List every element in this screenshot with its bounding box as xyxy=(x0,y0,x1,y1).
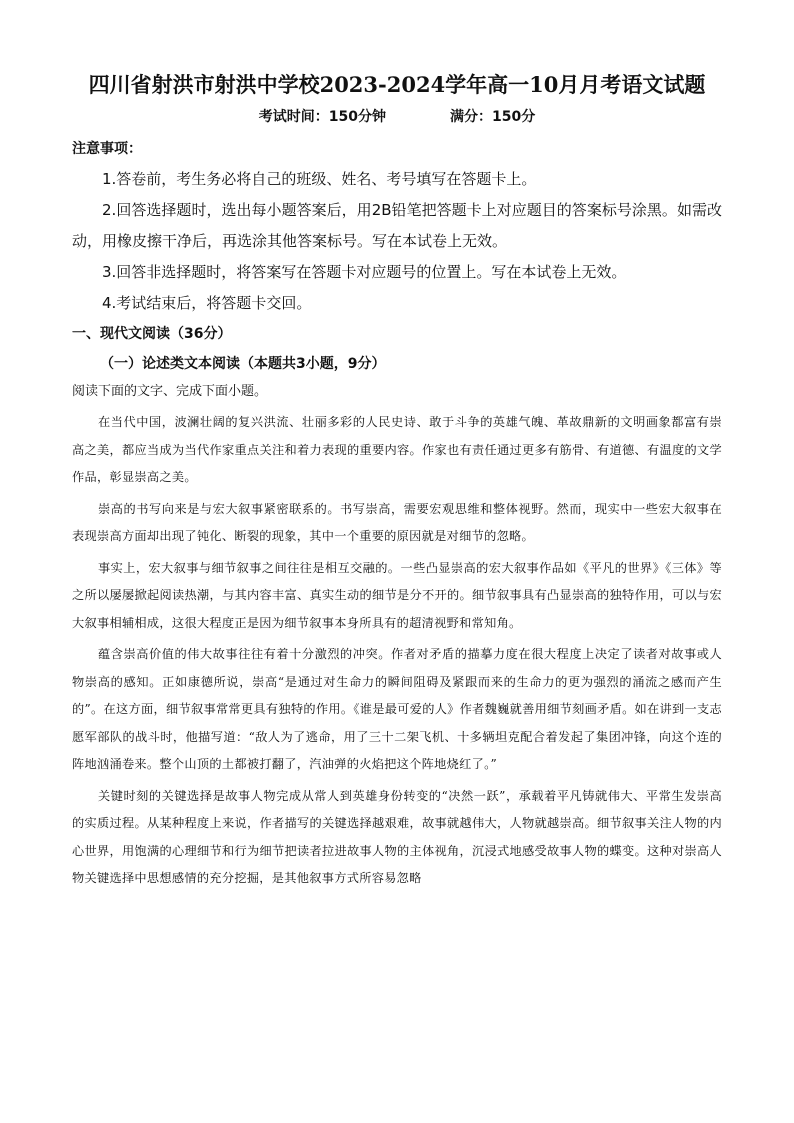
notice-item: 4.考试结束后，将答题卡交回。 xyxy=(102,294,312,312)
reading-paragraph: 崇高的书写向来是与宏大叙事紧密联系的。书写崇高，需要宏观思维和整体视野。然而，现实中一些宏大叙事在表现崇高方面却出现了钝化、断裂的现象，其中一个重要的原因就是对细节的忽略。 xyxy=(72,501,722,543)
section-heading: 一、现代文阅读（36分） xyxy=(72,326,232,342)
full-score: 满分：150分 xyxy=(450,109,536,125)
notice-item: 1.答卷前，考生务必将自己的班级、姓名、考号填写在答题卡上。 xyxy=(102,170,537,188)
reading-paragraph: 关键时刻的关键选择是故事人物完成从常人到英雄身份转变的“决然一跃”，承载着平凡铸就伟大、平常生发崇高的实质过程。从某种程度上来说，作者描写的关键选择越艰难，故事就越伟大，人物就越崇高。细节叙事关注人物的内心世界，用饱满的心理细节和行为细节把读者拉进故事人物的主体视角，沉浸式地感受故事人物的蝶变。这种对崇高人物关键选择中思想感情的充分挖掘，是其他叙事方式所容易忽略 xyxy=(72,788,722,885)
reading-paragraph: 在当代中国，波澜壮阔的复兴洪流、壮丽多彩的人民史诗、敢于斗争的英雄气魄、革故鼎新的文明画象都富有崇高之美，都应当成为当代作家重点关注和着力表现的重要内容。作家也有责任通过更多有筋骨、有道德、有温度的文学作品，彰显崇高之美。 xyxy=(72,415,722,484)
notice-heading: 注意事项： xyxy=(72,141,142,157)
exam-time: 考试时间：150分钟 xyxy=(258,109,386,125)
notice-item: 2.回答选择题时，选出每小题答案后，用2B铅笔把答题卡上对应题目的答案标号涂黑。如需改动，用橡皮擦干净后，再选涂其他答案标号。写在本试卷上无效。 xyxy=(72,201,722,250)
notice-list xyxy=(72,164,722,319)
section-subheading: （一）论述类文本阅读（本题共3小题，9分） xyxy=(100,356,386,372)
reading-paragraph: 蕴含崇高价值的伟大故事往往有着十分激烈的冲突。作者对矛盾的描摹力度在很大程度上决定了读者对故事或人物崇高的感知。正如康德所说，崇高“是通过对生命力的瞬间阻碍及紧跟而来的生命力的更为强烈的涌流之感而产生的”。在这方面，细节叙事常常更具有独特的作用。《谁是最可爱的人》作者魏巍就善用细节刻画矛盾。如在讲到一支志愿军部队的战斗时，他描写道：“敌人为了逃命，用了三十二架飞机、十多辆坦克配合着发起了集团冲锋，向这个连的阵地汹涌卷来。整个山顶的土都被打翻了，汽油弹的火焰把这个阵地烧红了。” xyxy=(72,647,722,771)
exam-title: 四川省射洪市射洪中学校2023-2024学年高一10月月考语文试题 xyxy=(88,72,706,97)
reading-paragraph: 事实上，宏大叙事与细节叙事之间往往是相互交融的。一些凸显崇高的宏大叙事作品如《平凡的世界》《三体》等之所以屡屡掀起阅读热潮，与其内容丰富、真实生动的细节是分不开的。细节叙事具有凸显崇高的独特作用，可以与宏大叙事相辅相成，这很大程度正是因为细节叙事本身所具有的超清视野和常知角。 xyxy=(72,560,722,630)
reading-instruction: 阅读下面的文字、完成下面小题。 xyxy=(72,384,268,399)
exam-meta xyxy=(72,106,722,128)
notice-item: 3.回答非选择题时，将答案写在答题卡对应题号的位置上。写在本试卷上无效。 xyxy=(102,263,627,281)
